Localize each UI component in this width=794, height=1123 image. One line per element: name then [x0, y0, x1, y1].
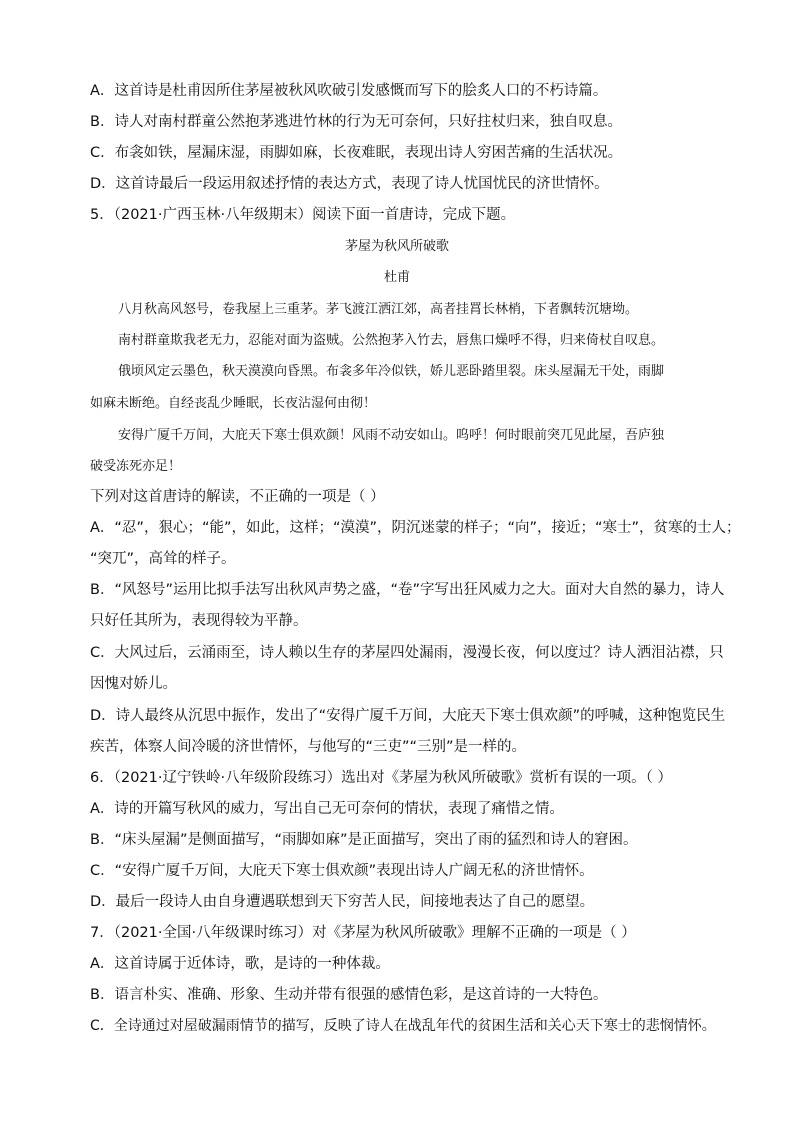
- poem-line: 南村群童欺我老无力，忍能对面为盗贼。公然抱茅入竹去，唇焦口燥呼不得，归来倚杖自叹息。: [118, 333, 665, 348]
- q4-option-a: A．这首诗是杜甫因所住茅屋被秋风吹破引发感慨而写下的脍炙人口的不朽诗篇。: [90, 83, 608, 99]
- q6-option-b: B．“床头屋漏”是侧面描写，“雨脚如麻”是正面描写，突出了雨的猛烈和诗人的窘困。: [90, 832, 638, 848]
- q5-option-line: B．“风怒号”运用比拟手法写出秋风声势之盛，“卷”字写出狂风威力之大。面对大自然的暴力，诗人: [90, 582, 725, 598]
- q5-option-line: “突兀”，高耸的样子。: [90, 551, 236, 567]
- q4-option-b: B．诗人对南村群童公然抱茅逃进竹林的行为无可奈何，只好拄杖归来，独自叹息。: [90, 114, 622, 130]
- poem-line: 如麻未断绝。自经丧乱少睡眠，长夜沾湿何由彻！: [90, 396, 377, 411]
- q7-option-b: B．语言朴实、准确、形象、生动并带有很强的感情色彩，是这首诗的一大特色。: [90, 987, 608, 1003]
- q5-question: 下列对这首唐诗的解读，不正确的一项是（ ）: [90, 489, 385, 505]
- q5-option-line: 疾苦，体察人间冷暖的济世情怀，与他写的“三吏”“三别”是一样的。: [90, 739, 527, 755]
- q6-stem: 6．（2021·辽宁铁岭·八年级阶段练习）选出对《茅屋为秋风所破歌》赏析有误的一项。（ ）: [90, 770, 672, 786]
- q5-stem: 5．（2021·广西玉林·八年级期末）阅读下面一首唐诗，完成下题。: [90, 207, 516, 223]
- q7-option-a: A．这首诗属于近体诗，歌，是诗的一种体裁。: [90, 956, 390, 972]
- q7-option-c: C．全诗通过对屋破漏雨情节的描写，反映了诗人在战乱年代的贫困生活和关心天下寒士的悲悯情怀。: [90, 1018, 716, 1034]
- q5-option-line: 只好任其所为，表现得较为平静。: [90, 613, 308, 629]
- q5-option-line: C．大风过后，云涌雨至，诗人赖以生存的茅屋四处漏雨，漫漫长夜，何以度过？诗人洒泪沾襟，只: [90, 645, 724, 661]
- poem-line: 八月秋高风怒号，卷我屋上三重茅。茅飞渡江洒江郊，高者挂罥长林梢，下者飘转沉塘坳。: [118, 302, 639, 317]
- q5-option-line: D．诗人最终从沉思中振作，发出了“安得广厦千万间，大庇天下寒士俱欢颜”的呼喊，这种饱览民生: [90, 708, 726, 724]
- q6-option-a: A．诗的开篇写秋风的威力，写出自己无可奈何的情状，表现了痛惜之情。: [90, 801, 564, 817]
- q4-option-c: C．布衾如铁，屋漏床湿，雨脚如麻，长夜难眠，表现出诗人穷困苦痛的生活状况。: [90, 145, 623, 161]
- q5-option-line: 因愧对娇儿。: [90, 676, 177, 692]
- q5-option-line: A．“忍”，狠心；“能”，如此，这样；“漠漠”，阴沉迷蒙的样子；“向”，接近；“寒士”，贫寒的士人；: [90, 520, 741, 536]
- poem-line: 安得广厦千万间，大庇天下寒士俱欢颜！风雨不动安如山。呜呼！何时眼前突兀见此屋，吾庐独: [118, 428, 665, 443]
- q6-option-d: D．最后一段诗人由自身遭遇联想到天下穷苦人民，间接地表达了自己的愿望。: [90, 894, 595, 910]
- q6-option-c: C．“安得广厦千万间，大庇天下寒士俱欢颜”表现出诗人广阔无私的济世情怀。: [90, 863, 594, 879]
- poem-author: 杜甫: [383, 270, 410, 285]
- q4-option-d: D．这首诗最后一段运用叙述抒情的表达方式，表现了诗人忧国忧民的济世情怀。: [90, 176, 609, 192]
- poem-line: 俄顷风定云墨色，秋天漠漠向昏黑。布衾多年冷似铁，娇儿恶卧踏里裂。床头屋漏无干处，雨脚: [118, 364, 665, 379]
- poem-title: 茅屋为秋风所破歌: [344, 239, 449, 254]
- poem-line: 破受冻死亦足！: [90, 459, 182, 474]
- q7-stem: 7．（2021·全国·八年级课时练习）对《茅屋为秋风所破歌》理解不正确的一项是（ ）: [90, 925, 636, 941]
